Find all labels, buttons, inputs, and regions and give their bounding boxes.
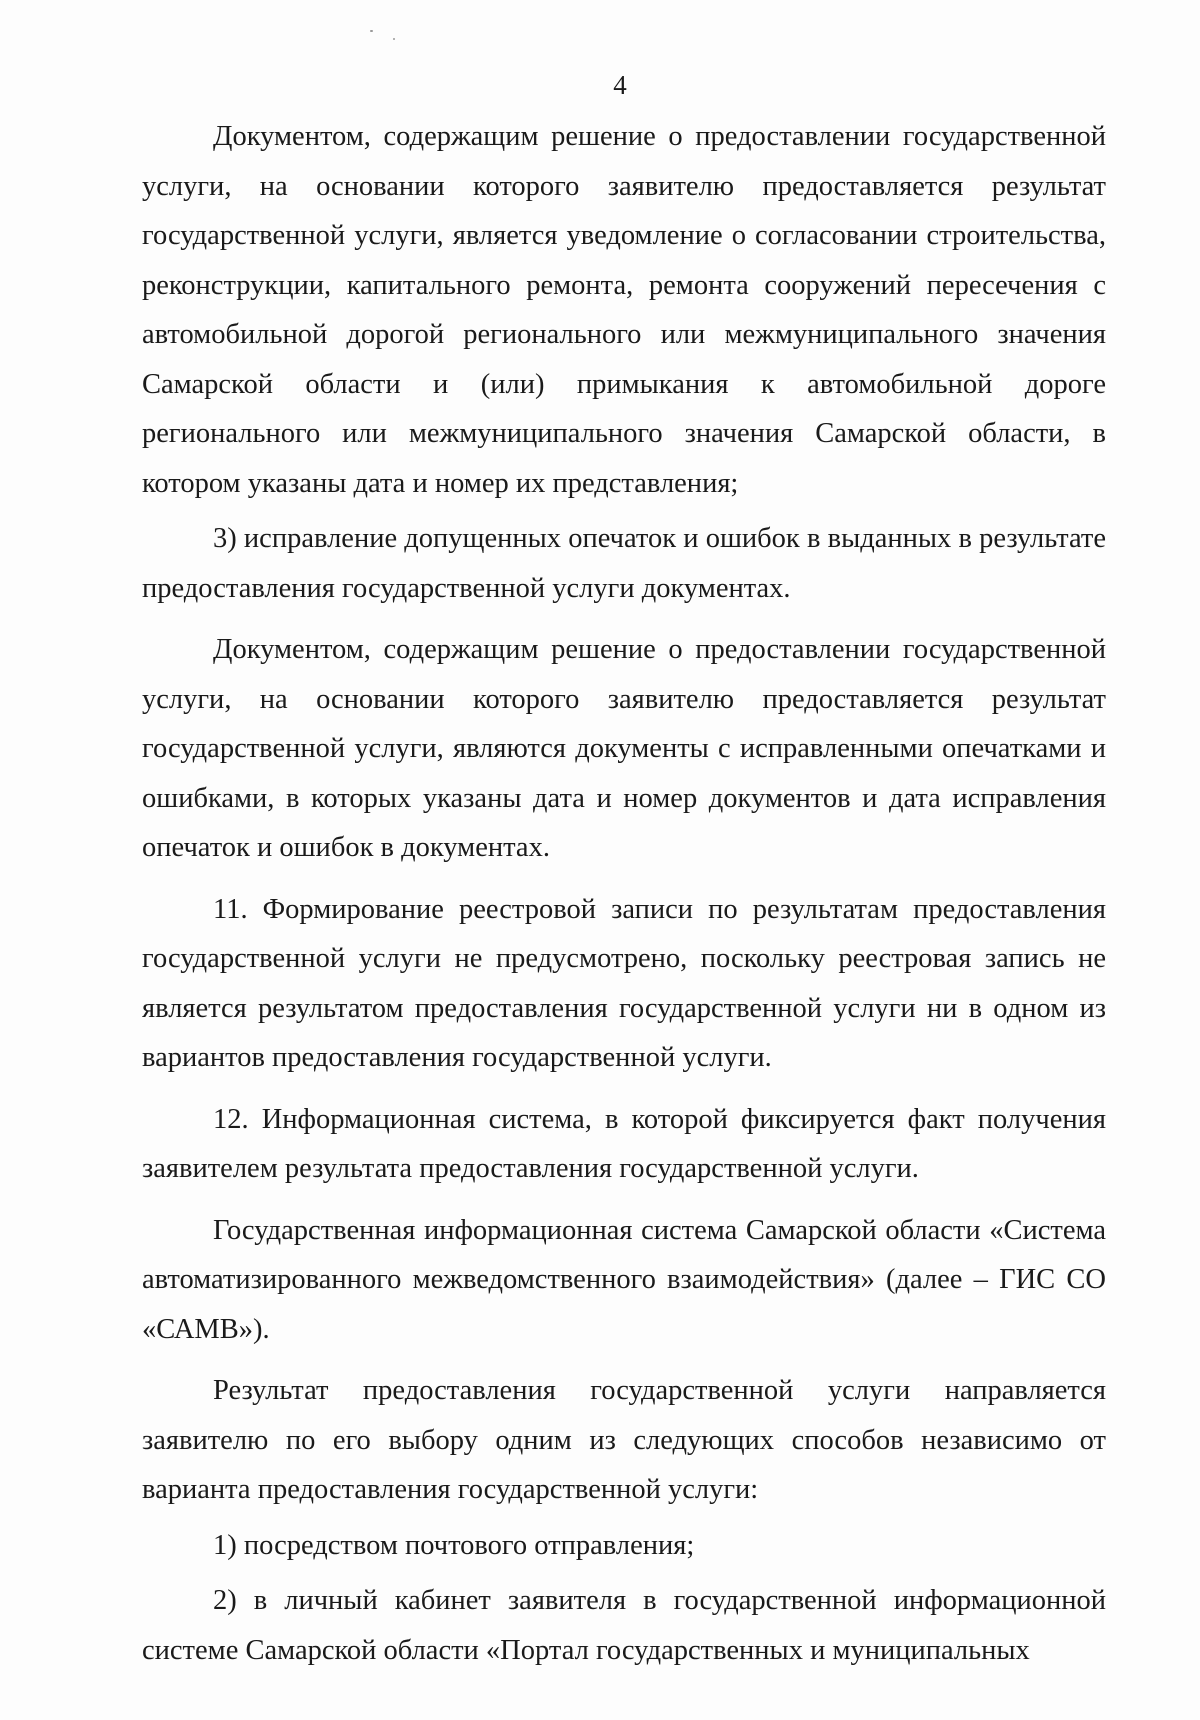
paragraph-result-delivery: Результат предоставления государственной услуги направляется заявителю по его выбору одним из следующих способов независимо от варианта предоставления государственной услуги: [142, 1375, 1106, 1505]
paragraph-gis-samv: Государственная информационная система Самарской области «Система автоматизированного межведомственного взаимодействия» (далее – ГИС СО «САМВ»). [142, 1214, 1106, 1345]
list-item-personal-account: 2) в личный кабинет заявителя в государственной информационной системе Самарской области «Портал государственных и муниципальных [142, 1585, 1106, 1666]
paragraph-12-information-system: 12. Информационная система, в которой фиксируется факт получения заявителем результата предоставления государственной услуги. [142, 1103, 1106, 1184]
paragraph-11-registry-record: 11. Формирование реестровой записи по результатам предоставления государственной услуги не предусмотрено, поскольку реестровая запись не является результатом предоставления государственной услуги ни в одном из вариантов предоставления государственной услуги. [142, 893, 1106, 1073]
document-body [142, 112, 1106, 1675]
page-number: 4 [613, 70, 627, 100]
list-item-postal: 1) посредством почтового отправления; [213, 1529, 695, 1561]
paragraph-decision-document-notice: Документом, содержащим решение о предоставлении государственной услуги, на основании которого заявителю предоставляется результат государственной услуги, является уведомление о согласовании строительства, реконструкции, капитального ремонта, ремонта сооружений пересечения с автомобильной дорогой регионального или межмуниципального значения Самарской области и (или) примыкания к автомобильной дороге регионального или межмуниципального значения Самарской области, в котором указаны дата и номер их представления; [142, 121, 1106, 499]
paragraph-decision-document-corrected: Документом, содержащим решение о предоставлении государственной услуги, на основании которого заявителю предоставляется результат государственной услуги, являются документы с исправленными опечатками и ошибками, в которых указаны дата и номер документов и дата исправления опечаток и ошибок в документах. [142, 634, 1106, 863]
scan-speck [370, 30, 373, 32]
scan-speck [393, 38, 395, 40]
paragraph-item-3-correction: 3) исправление допущенных опечаток и ошибок в выданных в результате предоставления государственной услуги документах. [142, 523, 1106, 604]
